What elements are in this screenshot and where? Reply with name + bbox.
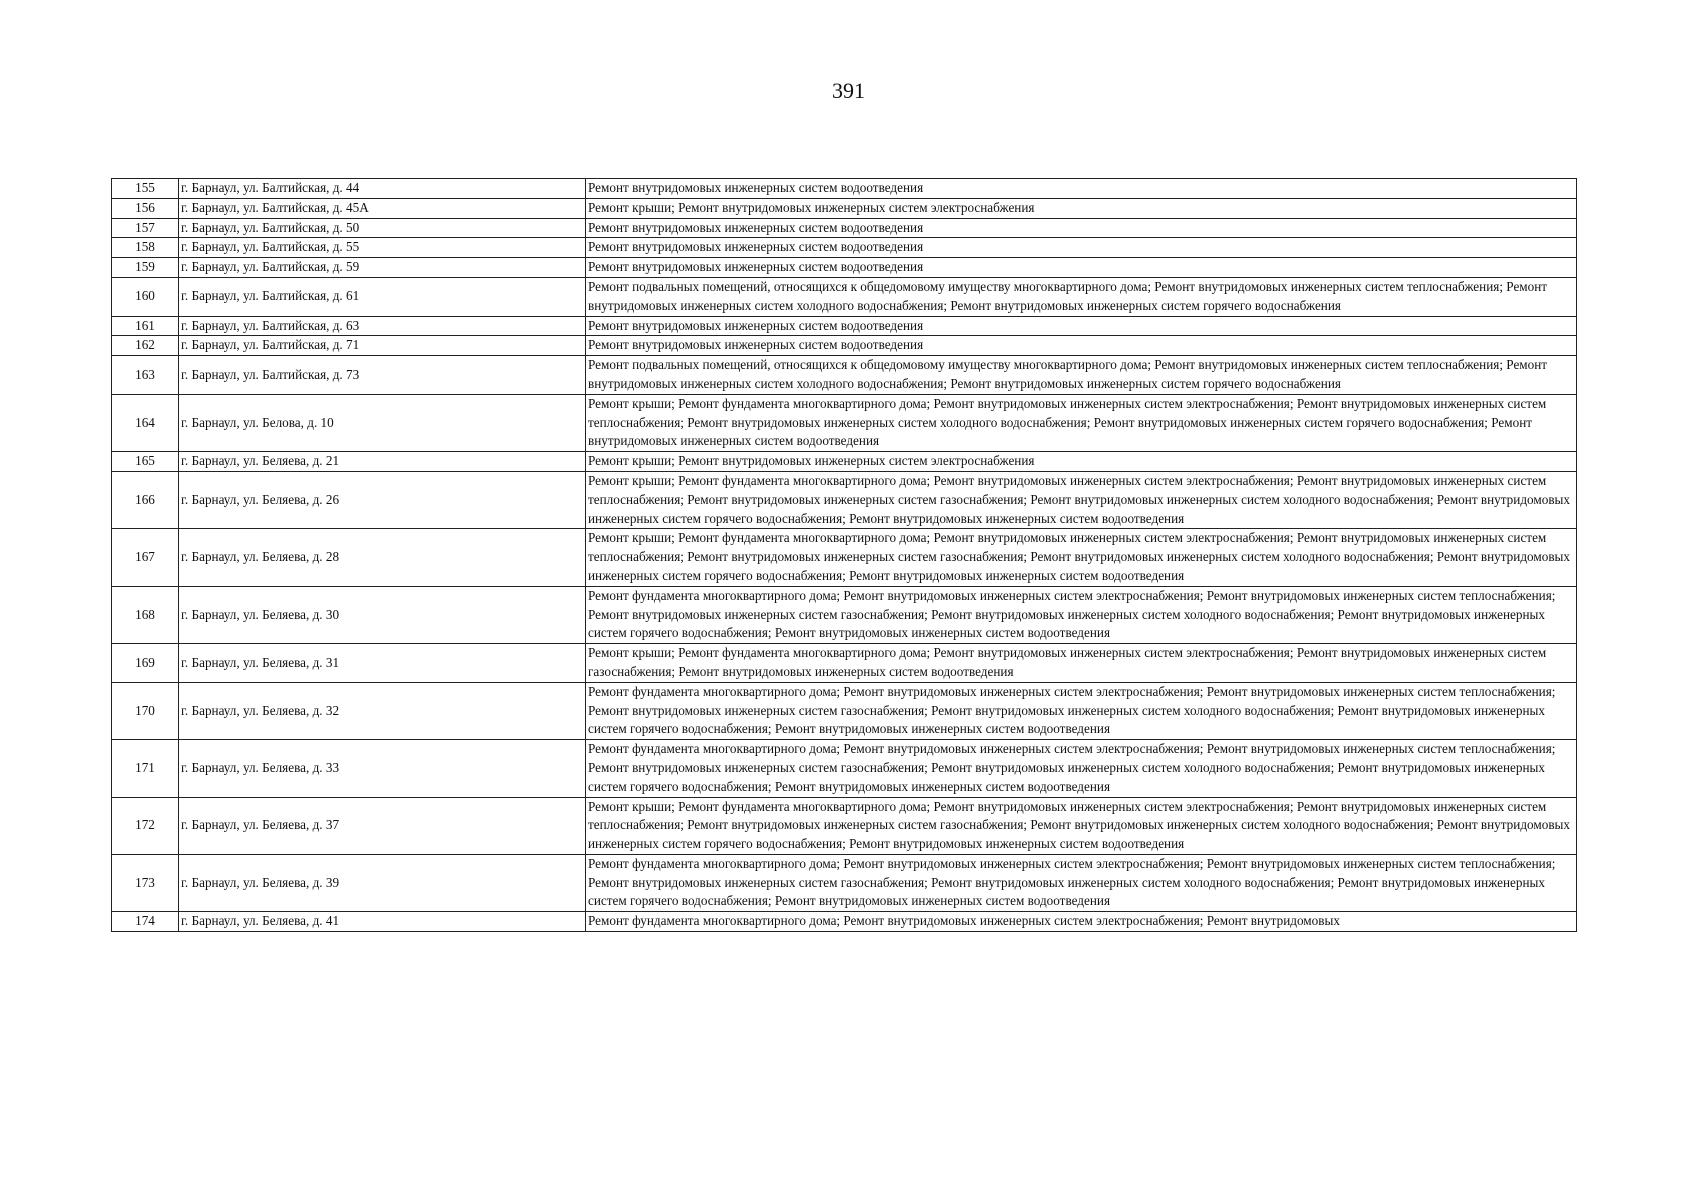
row-number: 160 xyxy=(112,277,179,316)
row-number: 170 xyxy=(112,682,179,739)
row-works: Ремонт крыши; Ремонт внутридомовых инженерных систем электроснабжения xyxy=(586,452,1577,472)
row-number: 168 xyxy=(112,586,179,643)
row-address: г. Барнаул, ул. Балтийская, д. 50 xyxy=(179,218,586,238)
row-number: 166 xyxy=(112,471,179,528)
table-row xyxy=(112,740,1577,797)
row-number: 167 xyxy=(112,529,179,586)
row-address: г. Барнаул, ул. Беляева, д. 41 xyxy=(179,912,586,932)
row-address: г. Барнаул, ул. Балтийская, д. 73 xyxy=(179,356,586,395)
table-row xyxy=(112,218,1577,238)
row-works: Ремонт внутридомовых инженерных систем водоотведения xyxy=(586,336,1577,356)
table-row xyxy=(112,912,1577,932)
row-address: г. Барнаул, ул. Беляева, д. 32 xyxy=(179,682,586,739)
row-address: г. Барнаул, ул. Белова, д. 10 xyxy=(179,394,586,451)
table-row xyxy=(112,394,1577,451)
register-table xyxy=(111,178,1577,932)
table-row xyxy=(112,198,1577,218)
row-address: г. Барнаул, ул. Балтийская, д. 71 xyxy=(179,336,586,356)
row-number: 173 xyxy=(112,854,179,911)
table-row xyxy=(112,452,1577,472)
table-row xyxy=(112,529,1577,586)
row-address: г. Барнаул, ул. Балтийская, д. 59 xyxy=(179,258,586,278)
row-number: 172 xyxy=(112,797,179,854)
table-row xyxy=(112,586,1577,643)
row-address: г. Барнаул, ул. Беляева, д. 39 xyxy=(179,854,586,911)
row-address: г. Барнаул, ул. Беляева, д. 26 xyxy=(179,471,586,528)
row-works: Ремонт внутридомовых инженерных систем водоотведения xyxy=(586,258,1577,278)
row-address: г. Барнаул, ул. Беляева, д. 30 xyxy=(179,586,586,643)
row-number: 163 xyxy=(112,356,179,395)
row-address: г. Барнаул, ул. Балтийская, д. 55 xyxy=(179,238,586,258)
row-address: г. Барнаул, ул. Беляева, д. 33 xyxy=(179,740,586,797)
register-table-body xyxy=(112,179,1577,932)
row-address: г. Барнаул, ул. Балтийская, д. 61 xyxy=(179,277,586,316)
row-works: Ремонт внутридомовых инженерных систем водоотведения xyxy=(586,179,1577,199)
row-number: 158 xyxy=(112,238,179,258)
row-address: г. Барнаул, ул. Балтийская, д. 63 xyxy=(179,316,586,336)
row-number: 156 xyxy=(112,198,179,218)
row-works: Ремонт крыши; Ремонт фундамента многоквартирного дома; Ремонт внутридомовых инженерных систем электроснабжения; Ремонт внутридомовых инженерных систем теплоснабжения; Ремонт внутридомовых инженерных систем газоснабжения; Ремонт внутридомовых инженерных систем холодного водоснабжения; Ремонт внутридомовых инженерных систем горячего водоснабжения; Ремонт внутридомовых инженерных систем водоотведения xyxy=(586,529,1577,586)
row-address: г. Барнаул, ул. Беляева, д. 31 xyxy=(179,644,586,683)
row-address: г. Барнаул, ул. Балтийская, д. 45А xyxy=(179,198,586,218)
table-row xyxy=(112,316,1577,336)
row-address: г. Барнаул, ул. Беляева, д. 37 xyxy=(179,797,586,854)
row-works: Ремонт фундамента многоквартирного дома; Ремонт внутридомовых инженерных систем электроснабжения; Ремонт внутридомовых инженерных систем теплоснабжения; Ремонт внутридомовых инженерных систем газоснабжения; Ремонт внутридомовых инженерных систем холодного водоснабжения; Ремонт внутридомовых инженерных систем горячего водоснабжения; Ремонт внутридомовых инженерных систем водоотведения xyxy=(586,740,1577,797)
row-number: 165 xyxy=(112,452,179,472)
row-number: 164 xyxy=(112,394,179,451)
table-row xyxy=(112,356,1577,395)
row-works: Ремонт подвальных помещений, относящихся к общедомовому имуществу многоквартирного дома; Ремонт внутридомовых инженерных систем теплоснабжения; Ремонт внутридомовых инженерных систем холодного водоснабжения; Ремонт внутридомовых инженерных систем горячего водоснабжения xyxy=(586,356,1577,395)
page-number: 391 xyxy=(832,78,865,103)
table-row xyxy=(112,336,1577,356)
row-number: 162 xyxy=(112,336,179,356)
row-works: Ремонт фундамента многоквартирного дома; Ремонт внутридомовых инженерных систем электроснабжения; Ремонт внутридомовых инженерных систем теплоснабжения; Ремонт внутридомовых инженерных систем газоснабжения; Ремонт внутридомовых инженерных систем холодного водоснабжения; Ремонт внутридомовых инженерных систем горячего водоснабжения; Ремонт внутридомовых инженерных систем водоотведения xyxy=(586,854,1577,911)
row-works: Ремонт фундамента многоквартирного дома; Ремонт внутридомовых инженерных систем электроснабжения; Ремонт внутридомовых инженерных систем теплоснабжения; Ремонт внутридомовых инженерных систем газоснабжения; Ремонт внутридомовых инженерных систем холодного водоснабжения; Ремонт внутридомовых инженерных систем горячего водоснабжения; Ремонт внутридомовых инженерных систем водоотведения xyxy=(586,586,1577,643)
row-works: Ремонт крыши; Ремонт внутридомовых инженерных систем электроснабжения xyxy=(586,198,1577,218)
table-row xyxy=(112,471,1577,528)
row-number: 169 xyxy=(112,644,179,683)
row-works: Ремонт фундамента многоквартирного дома; Ремонт внутридомовых инженерных систем электроснабжения; Ремонт внутридомовых xyxy=(586,912,1577,932)
row-number: 171 xyxy=(112,740,179,797)
table-row xyxy=(112,854,1577,911)
row-works: Ремонт крыши; Ремонт фундамента многоквартирного дома; Ремонт внутридомовых инженерных систем электроснабжения; Ремонт внутридомовых инженерных систем теплоснабжения; Ремонт внутридомовых инженерных систем газоснабжения; Ремонт внутридомовых инженерных систем холодного водоснабжения; Ремонт внутридомовых инженерных систем горячего водоснабжения; Ремонт внутридомовых инженерных систем водоотведения xyxy=(586,797,1577,854)
row-number: 161 xyxy=(112,316,179,336)
row-works: Ремонт крыши; Ремонт фундамента многоквартирного дома; Ремонт внутридомовых инженерных систем электроснабжения; Ремонт внутридомовых инженерных систем теплоснабжения; Ремонт внутридомовых инженерных систем холодного водоснабжения; Ремонт внутридомовых инженерных систем горячего водоснабжения; Ремонт внутридомовых инженерных систем водоотведения xyxy=(586,394,1577,451)
row-address: г. Барнаул, ул. Беляева, д. 21 xyxy=(179,452,586,472)
row-works: Ремонт крыши; Ремонт фундамента многоквартирного дома; Ремонт внутридомовых инженерных систем электроснабжения; Ремонт внутридомовых инженерных систем газоснабжения; Ремонт внутридомовых инженерных систем водоотведения xyxy=(586,644,1577,683)
row-works: Ремонт подвальных помещений, относящихся к общедомовому имуществу многоквартирного дома; Ремонт внутридомовых инженерных систем теплоснабжения; Ремонт внутридомовых инженерных систем холодного водоснабжения; Ремонт внутридомовых инженерных систем горячего водоснабжения xyxy=(586,277,1577,316)
row-number: 174 xyxy=(112,912,179,932)
row-address: г. Барнаул, ул. Балтийская, д. 44 xyxy=(179,179,586,199)
table-row xyxy=(112,258,1577,278)
row-works: Ремонт внутридомовых инженерных систем водоотведения xyxy=(586,316,1577,336)
row-works: Ремонт внутридомовых инженерных систем водоотведения xyxy=(586,238,1577,258)
table-row xyxy=(112,238,1577,258)
row-number: 155 xyxy=(112,179,179,199)
row-works: Ремонт фундамента многоквартирного дома; Ремонт внутридомовых инженерных систем электроснабжения; Ремонт внутридомовых инженерных систем теплоснабжения; Ремонт внутридомовых инженерных систем газоснабжения; Ремонт внутридомовых инженерных систем холодного водоснабжения; Ремонт внутридомовых инженерных систем горячего водоснабжения; Ремонт внутридомовых инженерных систем водоотведения xyxy=(586,682,1577,739)
table-row xyxy=(112,797,1577,854)
row-number: 159 xyxy=(112,258,179,278)
table-row xyxy=(112,682,1577,739)
table-row xyxy=(112,644,1577,683)
row-works: Ремонт крыши; Ремонт фундамента многоквартирного дома; Ремонт внутридомовых инженерных систем электроснабжения; Ремонт внутридомовых инженерных систем теплоснабжения; Ремонт внутридомовых инженерных систем газоснабжения; Ремонт внутридомовых инженерных систем холодного водоснабжения; Ремонт внутридомовых инженерных систем горячего водоснабжения; Ремонт внутридомовых инженерных систем водоотведения xyxy=(586,471,1577,528)
table-row xyxy=(112,179,1577,199)
row-address: г. Барнаул, ул. Беляева, д. 28 xyxy=(179,529,586,586)
row-number: 157 xyxy=(112,218,179,238)
table-row xyxy=(112,277,1577,316)
row-works: Ремонт внутридомовых инженерных систем водоотведения xyxy=(586,218,1577,238)
